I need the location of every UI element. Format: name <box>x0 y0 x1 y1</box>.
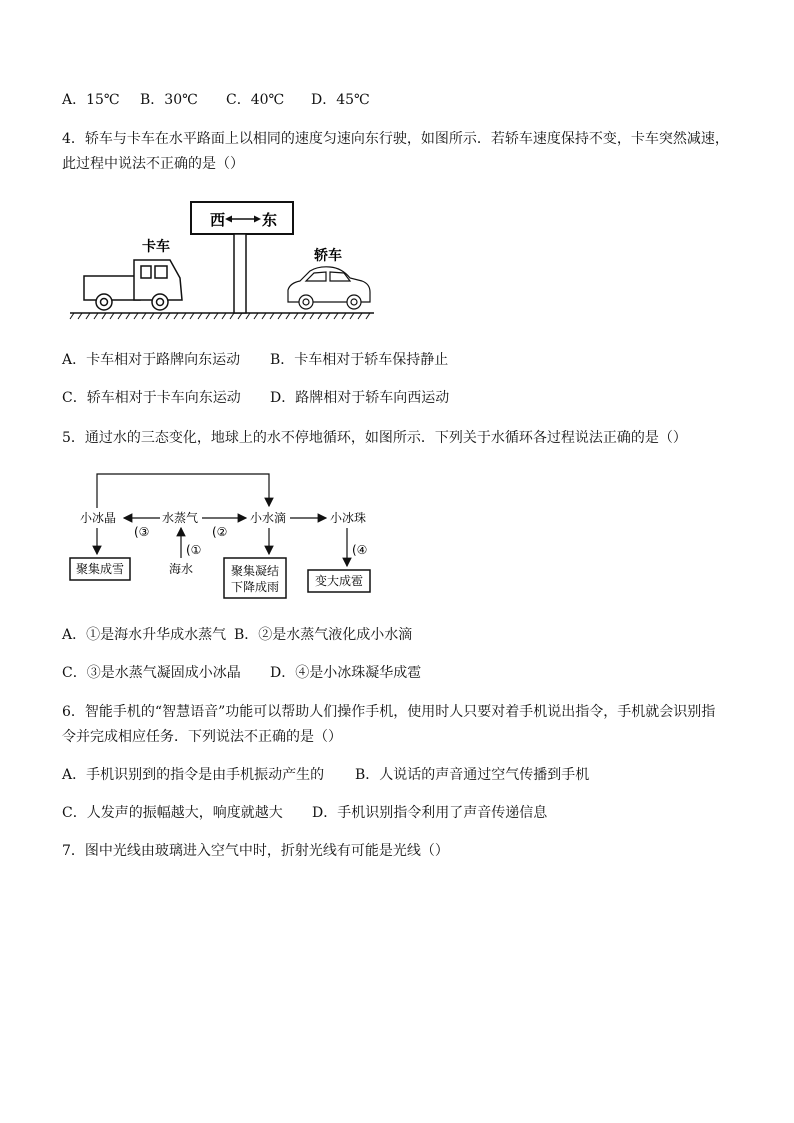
q3-option-c: C．40℃ <box>226 92 285 108</box>
sign-east-label: 东 <box>262 211 278 229</box>
q6-option-c: C．人发声的振幅越大，响度就越大 <box>62 805 283 821</box>
q5-option-a: A．①是海水升华成水蒸气 <box>62 627 227 643</box>
mark-4: (④ <box>352 543 368 557</box>
box-rain-label-1: 聚集凝结 <box>231 564 280 578</box>
truck-label: 卡车 <box>142 239 170 255</box>
q5-option-d: D．④是小冰珠凝华成雹 <box>270 665 422 681</box>
box-hail-label: 变大成雹 <box>315 574 364 588</box>
q5-option-b: B．②是水蒸气液化成小水滴 <box>234 627 413 643</box>
label-sea: 海水 <box>169 562 194 576</box>
q5-stem: 5．通过水的三态变化，地球上的水不停地循环，如图所示．下列关于水循环各过程说法正确的是（） <box>62 430 687 446</box>
label-droplet: 小水滴 <box>250 511 287 525</box>
mark-2: (② <box>212 525 228 539</box>
q4-option-b: B．卡车相对于轿车保持静止 <box>270 352 449 368</box>
q4-option-a: A．卡车相对于路牌向东运动 <box>62 352 241 368</box>
box-rain-label-2: 下降成雨 <box>231 580 280 594</box>
mark-1: (① <box>186 543 202 557</box>
sign-west-label: 西 <box>210 211 226 229</box>
q6-option-d: D．手机识别指令利用了声音传递信息 <box>312 805 548 821</box>
q6-option-b: B．人说话的声音通过空气传播到手机 <box>355 767 590 783</box>
mark-3: (③ <box>134 525 150 539</box>
q3-option-a: A．15℃ <box>62 92 120 108</box>
q4-figure <box>62 196 382 322</box>
sign-post <box>234 234 246 313</box>
q5-water-cycle-diagram <box>62 466 402 606</box>
q6-option-a: A．手机识别到的指令是由手机振动产生的 <box>62 767 325 783</box>
car-icon <box>288 267 370 309</box>
label-ice-ball: 小冰珠 <box>330 511 367 525</box>
q6-stem-line1: 6．智能手机的“智慧语音”功能可以帮助人们操作手机，使用时人只要对着手机说出指令，手机就会识别指 <box>62 704 716 720</box>
truck-icon <box>84 260 182 310</box>
label-vapor: 水蒸气 <box>162 511 199 525</box>
car-label: 轿车 <box>314 248 342 264</box>
road-sign <box>191 202 293 313</box>
q3-option-d: D．45℃ <box>311 92 370 108</box>
sign-board <box>191 202 293 234</box>
box-snow-label: 聚集成雪 <box>76 562 125 576</box>
q3-option-b: B．30℃ <box>140 92 198 108</box>
q4-option-d: D．路牌相对于轿车向西运动 <box>270 390 450 406</box>
q5-option-c: C．③是水蒸气凝固成小冰晶 <box>62 665 241 681</box>
q4-stem-line1: 4．轿车与卡车在水平路面上以相同的速度匀速向东行驶，如图所示．若轿车速度保持不变，卡车突然减速， <box>62 131 729 147</box>
label-ice-crystal: 小冰晶 <box>80 511 117 525</box>
q7-stem: 7．图中光线由玻璃进入空气中时，折射光线有可能是光线（） <box>62 843 449 859</box>
ground-hatching <box>70 313 370 319</box>
q4-stem-line2: 此过程中说法不正确的是（） <box>62 156 244 172</box>
top-loop-arrow <box>97 474 269 508</box>
q6-stem-line2: 令并完成相应任务．下列说法不正确的是（） <box>62 729 342 745</box>
q4-option-c: C．轿车相对于卡车向东运动 <box>62 390 241 406</box>
